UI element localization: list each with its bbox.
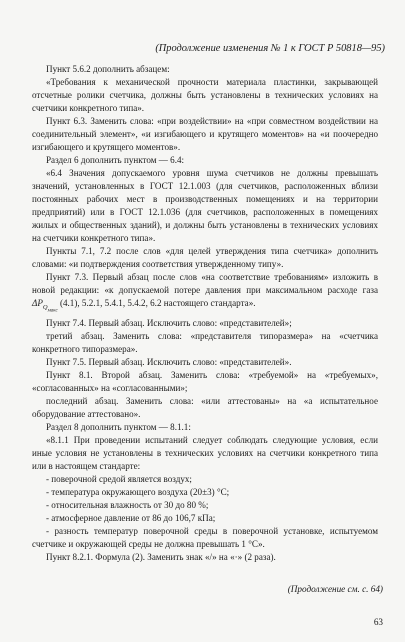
formula-subsubscript: макс (47, 308, 58, 314)
list-item: - разность температур поверочной среды в поверочной установке, испытуемом счетчике и окружающей среды не должна превышать 1 °С». (32, 526, 378, 550)
paragraph-text: (4.1), 5.2.1, 5.4.1, 5.4.2, 6.2 настоящего стандарта». (59, 298, 256, 308)
paragraph: «6.4 Значения допускаемого уровня шума счетчиков не должны превышать значений, установленных в ГОСТ 12.1.003 (для счетчиков, расположенных вблизи постоянных рабочих мест в производственных помещениях и на территории предприятий) или в ГОСТ 12.1.036 (для счетчиков, расположенных в помещениях жилых и общественных зданий), и должны быть установлены в технических условиях на счетчики конкретного типа». (32, 168, 378, 243)
list-item: - температура окружающего воздуха (20±3) °С; (46, 487, 230, 498)
paragraph: Пункты 7.1, 7.2 после слов «для целей утверждения типа счетчика» дополнить словами: «и подтверждения соответствия утвержденному типу». (32, 246, 378, 269)
paragraph-with-formula (32, 271, 378, 317)
paragraph: последний абзац. Заменить слова: «или аттестованы» на «а испытательное оборудование аттестовано». (32, 396, 378, 420)
paragraph: Пункт 8.2.1. Формула (2). Заменить знак «/» на «·» (2 раза). (46, 552, 276, 563)
list-item: - относительная влажность от 30 до 80 %; (46, 500, 209, 511)
paragraph: Пункт 7.5. Первый абзац. Исключить слово: «представителей». (46, 357, 292, 368)
formula-subscript: Q (42, 303, 48, 311)
formula (32, 298, 58, 314)
paragraph: Раздел 6 дополнить пунктом — 6.4: (46, 155, 185, 165)
paragraph: «8.1.1 При проведении испытаний следует соблюдать следующие условия, если иные условия не установлены в технических условиях на счетчики конкретного типа или в настоящем стандарте: (32, 435, 378, 472)
paragraph: Раздел 8 дополнить пунктом — 8.1.1: (46, 422, 191, 433)
page-header: (Продолжение изменения № 1 к ГОСТ Р 50818—95) (155, 43, 385, 54)
document-body (32, 63, 378, 564)
paragraph: Пункт 5.6.2 дополнить абзацем: (46, 64, 170, 74)
paragraph: третий абзац. Заменить слова: «представителя типоразмера» на «счетчика конкретного типоразмера». (32, 331, 378, 355)
list-item: - атмосферное давление от 86 до 106,7 кПа; (46, 513, 216, 524)
paragraph: «Требования к механической прочности материала пластинки, закрывающей отсчетные ролики счетчика, должны быть установлены в технических условиях на счетчики конкретного типа». (32, 77, 378, 113)
paragraph: Пункт 6.3. Заменить слова: «при воздействии» на «при совместном воздействии на соединительный элемент», «и изгибающего и крутящего моментов» на «и поочередно изгибающего и крутящего моментов». (32, 116, 378, 152)
paragraph: Пункт 8.1. Второй абзац. Заменить слова: «требуемой» на «требуемых», «согласованных» на «согласованными»; (32, 370, 378, 394)
continuation-note: (Продолжение см. с. 64) (287, 584, 383, 594)
paragraph: Пункт 7.4. Первый абзац. Исключить слово: «представителей»; (46, 318, 292, 329)
list-item: - поверочной средой является воздух; (46, 474, 192, 485)
paragraph-text: Пункт 7.3. Первый абзац после слов «на соответствие требованиям» изложить в новой редакции: «к допускаемой потере давления при максимальном расходе газа (32, 272, 378, 295)
page-number: 63 (373, 617, 383, 627)
formula-symbol: ΔP (32, 298, 43, 308)
